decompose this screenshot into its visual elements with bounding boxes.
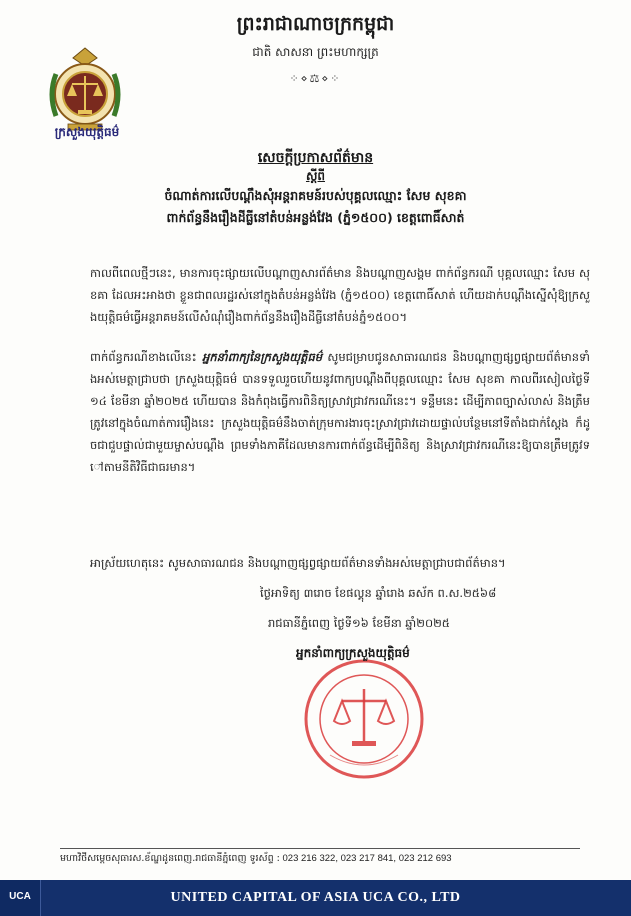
official-stamp-icon (300, 655, 428, 783)
company-name: UNITED CAPITAL OF ASIA UCA CO., LTD (170, 890, 461, 905)
paragraph-2-lead: ពាក់ព័ន្ធករណីខាងលើនេះ (90, 350, 203, 364)
spokesperson-reference: អ្នកនាំពាក្យនៃក្រសួងយុត្តិធម៌ (202, 350, 323, 364)
company-banner (0, 880, 631, 916)
body-paragraph-2 (90, 346, 590, 478)
kingdom-title: ព្រះរាជាណាចក្រកម្ពុជា (236, 13, 395, 35)
signer-title: អ្នកនាំពាក្យក្រសួងយុត្តិធម៌ (296, 646, 410, 660)
footer-address (60, 852, 580, 866)
announcement-about: ស្តីពី (305, 169, 326, 183)
footer-phone-numbers: 023 216 322, 023 217 841, 023 212 693 (279, 853, 452, 864)
ministry-name: ក្រសួងយុត្តិធម៌ (54, 125, 120, 139)
paragraph-2-rest: សូមជម្រាបជូនសាធារណជន និងបណ្តាញផ្សព្វផ្សាយព័ត៌មានទាំងអស់មេត្តាជ្រាបថា ក្រសួងយុត្តិធម៌ បានទទួលរួចហើយនូវពាក្យបណ្តឹងពីបុគ្គលឈ្មោះ សែម សុខគា កាលពីរសៀលថ្ងៃទី១៤ ខែមីនា ឆ្នាំ២០២៥ ហើយបាន និងកំពុងធ្វើការពិនិត្យស្រាវជ្រាវករណីនេះ។ ទន្ទឹមនេះ ដើម្បីភាពច្បាស់លាស់ និងត្រឹមត្រូវនៅក្នុងចំណាត់ការរឿងនេះ ក្រសួងយុត្តិធម៌នឹងចាត់ក្រុមការងារចុះស្រាវជ្រាវដោយផ្ទាល់បន្ថែមនៅទីតាំងជាក់ស្តែង ក៏ដូចជាជួបផ្ទាល់ជាមួយម្ចាស់បណ្តឹង ព្រមទាំងភាគីដែលមានការពាក់ព័ន្ធដើម្បីពិនិត្យ និងស្រាវជ្រាវករណីនេះឱ្យបានត្រឹមត្រូវទៅតាមនីតិវិធីជាធរមាន។ (90, 350, 590, 474)
uca-logo-badge: UCA (0, 880, 41, 916)
footer-divider (60, 848, 580, 849)
ministry-emblem-icon (42, 44, 128, 134)
solar-date: រាជធានីភ្នំពេញ ថ្ងៃទី១៦ ខែមីនា ឆ្នាំ២០២៥ (268, 616, 450, 630)
kingdom-motto: ជាតិ សាសនា ព្រះមហាក្សត្រ (252, 45, 379, 59)
footer-address-text: មហាវិថីសម្តេចសុធារស.ខ័ណ្ឌដូនពេញ.រាជធានីភ្នំពេញ ទូរស័ព្ទ : (60, 853, 280, 864)
announcement-subject-line-1: ចំណាត់ការលើបណ្តឹងសុំអន្តរាគមន៍របស់បុគ្គលឈ្មោះ សែម សុខគា (164, 188, 467, 203)
body-paragraph-3: អាស្រ័យហេតុនេះ សូមសាធារណជន និងបណ្តាញផ្សព្វផ្សាយព័ត៌មានទាំងអស់មេត្តាជ្រាបជាព័ត៌មាន។ (90, 556, 506, 570)
announcement-subject-line-2: ពាក់ព័ន្ធនឹងរឿងដីធ្លីនៅតំបន់អន្លង់វែង (ភ្នំ១៥០០) ខេត្តពោធិ៍សាត់ (166, 210, 465, 225)
announcement-title: សេចក្តីប្រកាសព័ត៌មាន (257, 150, 374, 166)
kingdom-ornament: ⁘⋄⚖⋄⁘ (289, 72, 342, 85)
body-paragraph-1: កាលពីពេលថ្មីៗនេះ, មានការចុះផ្សាយលើបណ្តាញសារព័ត៌មាន និងបណ្តាញសង្គម ពាក់ព័ន្ធករណី បុគ្គលឈ្មោះ សែម សុខគា ដែលអះអាងថា ខ្លួនជាពលរដ្ឋរស់នៅក្នុងតំបន់អន្លង់វែង (ភ្នំ១៥០០) ខេត្តពោធិ៍សាត់ ហើយដាក់បណ្តឹងស្នើសុំឱ្យក្រសួងយុត្តិធម៌ធ្វើអន្តរាគមន៍លើសំណុំរឿងពាក់ព័ន្ធនឹងរឿងដីធ្លីនៅតំបន់ភ្នំ១៥០០។ (90, 266, 590, 324)
lunar-date: ថ្ងៃអាទិត្យ ៣រោច ខែផល្គុន ឆ្នាំរោង ឆស័ក ព.ស.២៥៦៨ (260, 586, 497, 600)
